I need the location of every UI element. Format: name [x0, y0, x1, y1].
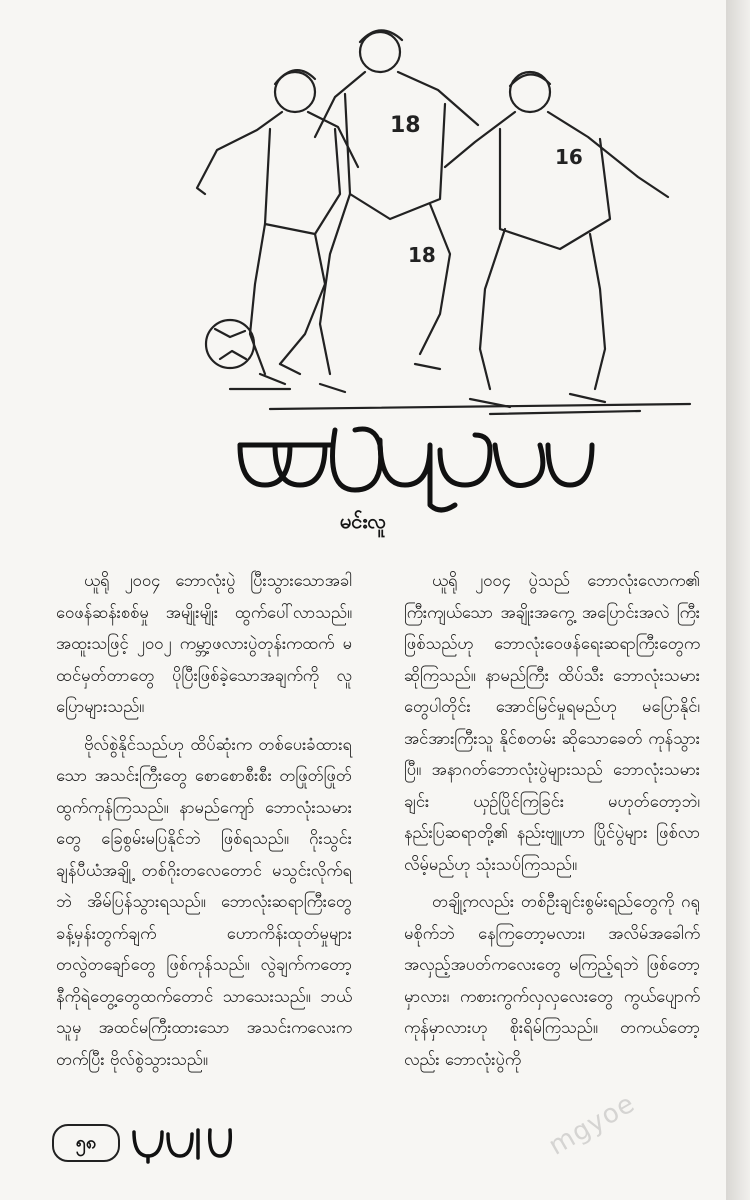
paragraph: တချို့ကလည်း တစ်ဦးချင်းစွမ်းရည်တွေကို ဂရုမစိုက်ဘဲ နေကြတော့မလား၊ အလိမ်အခေါက် အလှည့်အပတ်ကလေးတွေ မကြည့်ရဘဲ ဖြစ်တော့မှာလား၊ ကစားကွက်လှလှလေးတွေ ကွယ်ပျောက်ကုန်မှာလားဟု စိုးရိမ်ကြသည်။ တကယ်တော့လည်း ဘောလုံးပွဲကို — [404, 892, 700, 1069]
title-calligraphy — [230, 405, 600, 515]
page-footer — [52, 1120, 252, 1166]
article-column-right — [404, 565, 700, 1081]
page-number: ၅၈ — [52, 1124, 120, 1162]
article-column-left — [56, 565, 352, 1081]
paragraph: ယူရို ၂၀၀၄ ဘောလုံးပွဲ ပြီးသွားသောအခါ ဝေဖန်ဆန်းစစ်မှု အမျိုးမျိုး ထွက်ပေါ်လာသည်။ အထူးသဖြင့် ၂၀၀၂ ကမ္ဘာ့ဖလားပွဲတုန်းကထက် မထင်မှတ်တာတွေ ပိုပြီးဖြစ်ခဲ့သောအချက်ကို လူပြောများသည်။ — [56, 571, 352, 716]
watermark: mgyoe — [543, 1088, 641, 1162]
paragraph: ယူရို ၂၀၀၄ ပွဲသည် ဘောလုံးလောက၏ ကြီးကျယ်သော အချိုးအကွေ့ အပြောင်းအလဲ ကြီးဖြစ်သည်ဟု ဘောလုံးဝေဖန်ရေးဆရာကြီးတွေက ဆိုကြသည်။ နာမည်ကြီး ထိပ်သီး ဘောလုံးသမားတွေပါတိုင်း အောင်မြင်မှုရမည်ဟု မပြောနိုင်၊ အင်အားကြီးသူ နိုင်စတမ်း ဆိုသောခေတ် ကုန်သွားပြီ။ အနာဂတ်ဘောလုံးပွဲများသည် ဘောလုံးသမားချင်း ယှဉ်ပြိုင်ကြခြင်း မဟုတ်တော့ဘဲ၊ နည်းပြဆရာတို့၏ နည်းဗျူဟာ ပြိုင်ပွဲများ ဖြစ်လာလိမ့်မည်ဟု သုံးသပ်ကြသည်။ — [404, 571, 700, 874]
paragraph: ဗိုလ်စွဲနိုင်သည်ဟု ထိပ်ဆုံးက တစ်ပေးခံထားရသော အသင်းကြီးတွေ စောစောစီးစီး တဖြုတ်ဖြုတ် ထွက်ကုန်ကြသည်။ နာမည်ကျော် ဘောလုံးသမားတွေ ခြေစွမ်းမပြနိုင်ဘဲ ဖြစ်ရသည်။ ဂိုးသွင်းချန်ပီယံအချို့ တစ်ဂိုးတလေတောင် မသွင်းလိုက်ရဘဲ အိမ်ပြန်သွားရသည်။ ဘောလုံးဆရာကြီးတွေ ခန့်မှန်းတွက်ချက် ဟောကိန်းထုတ်မှုများ တလွဲတချော်တွေ ဖြစ်ကုန်သည်။ လွဲချက်ကတော့ နီကိုရဲတွေ့တွေထက်တောင် သာသေးသည်။ ဘယ်သူမှ အထင်မကြီးထားသော အသင်းကလေးက တက်ပြီး ဗိုလ်စွဲသွားသည်။ — [56, 734, 352, 1069]
magazine-logo — [128, 1120, 238, 1164]
football-players-illustration — [170, 14, 700, 424]
author-name: မင်းလူ — [339, 509, 387, 533]
svg-text:18: 18 — [390, 113, 421, 138]
page-edge — [726, 0, 750, 1200]
svg-text:16: 16 — [555, 145, 583, 169]
svg-text:18: 18 — [408, 243, 436, 267]
